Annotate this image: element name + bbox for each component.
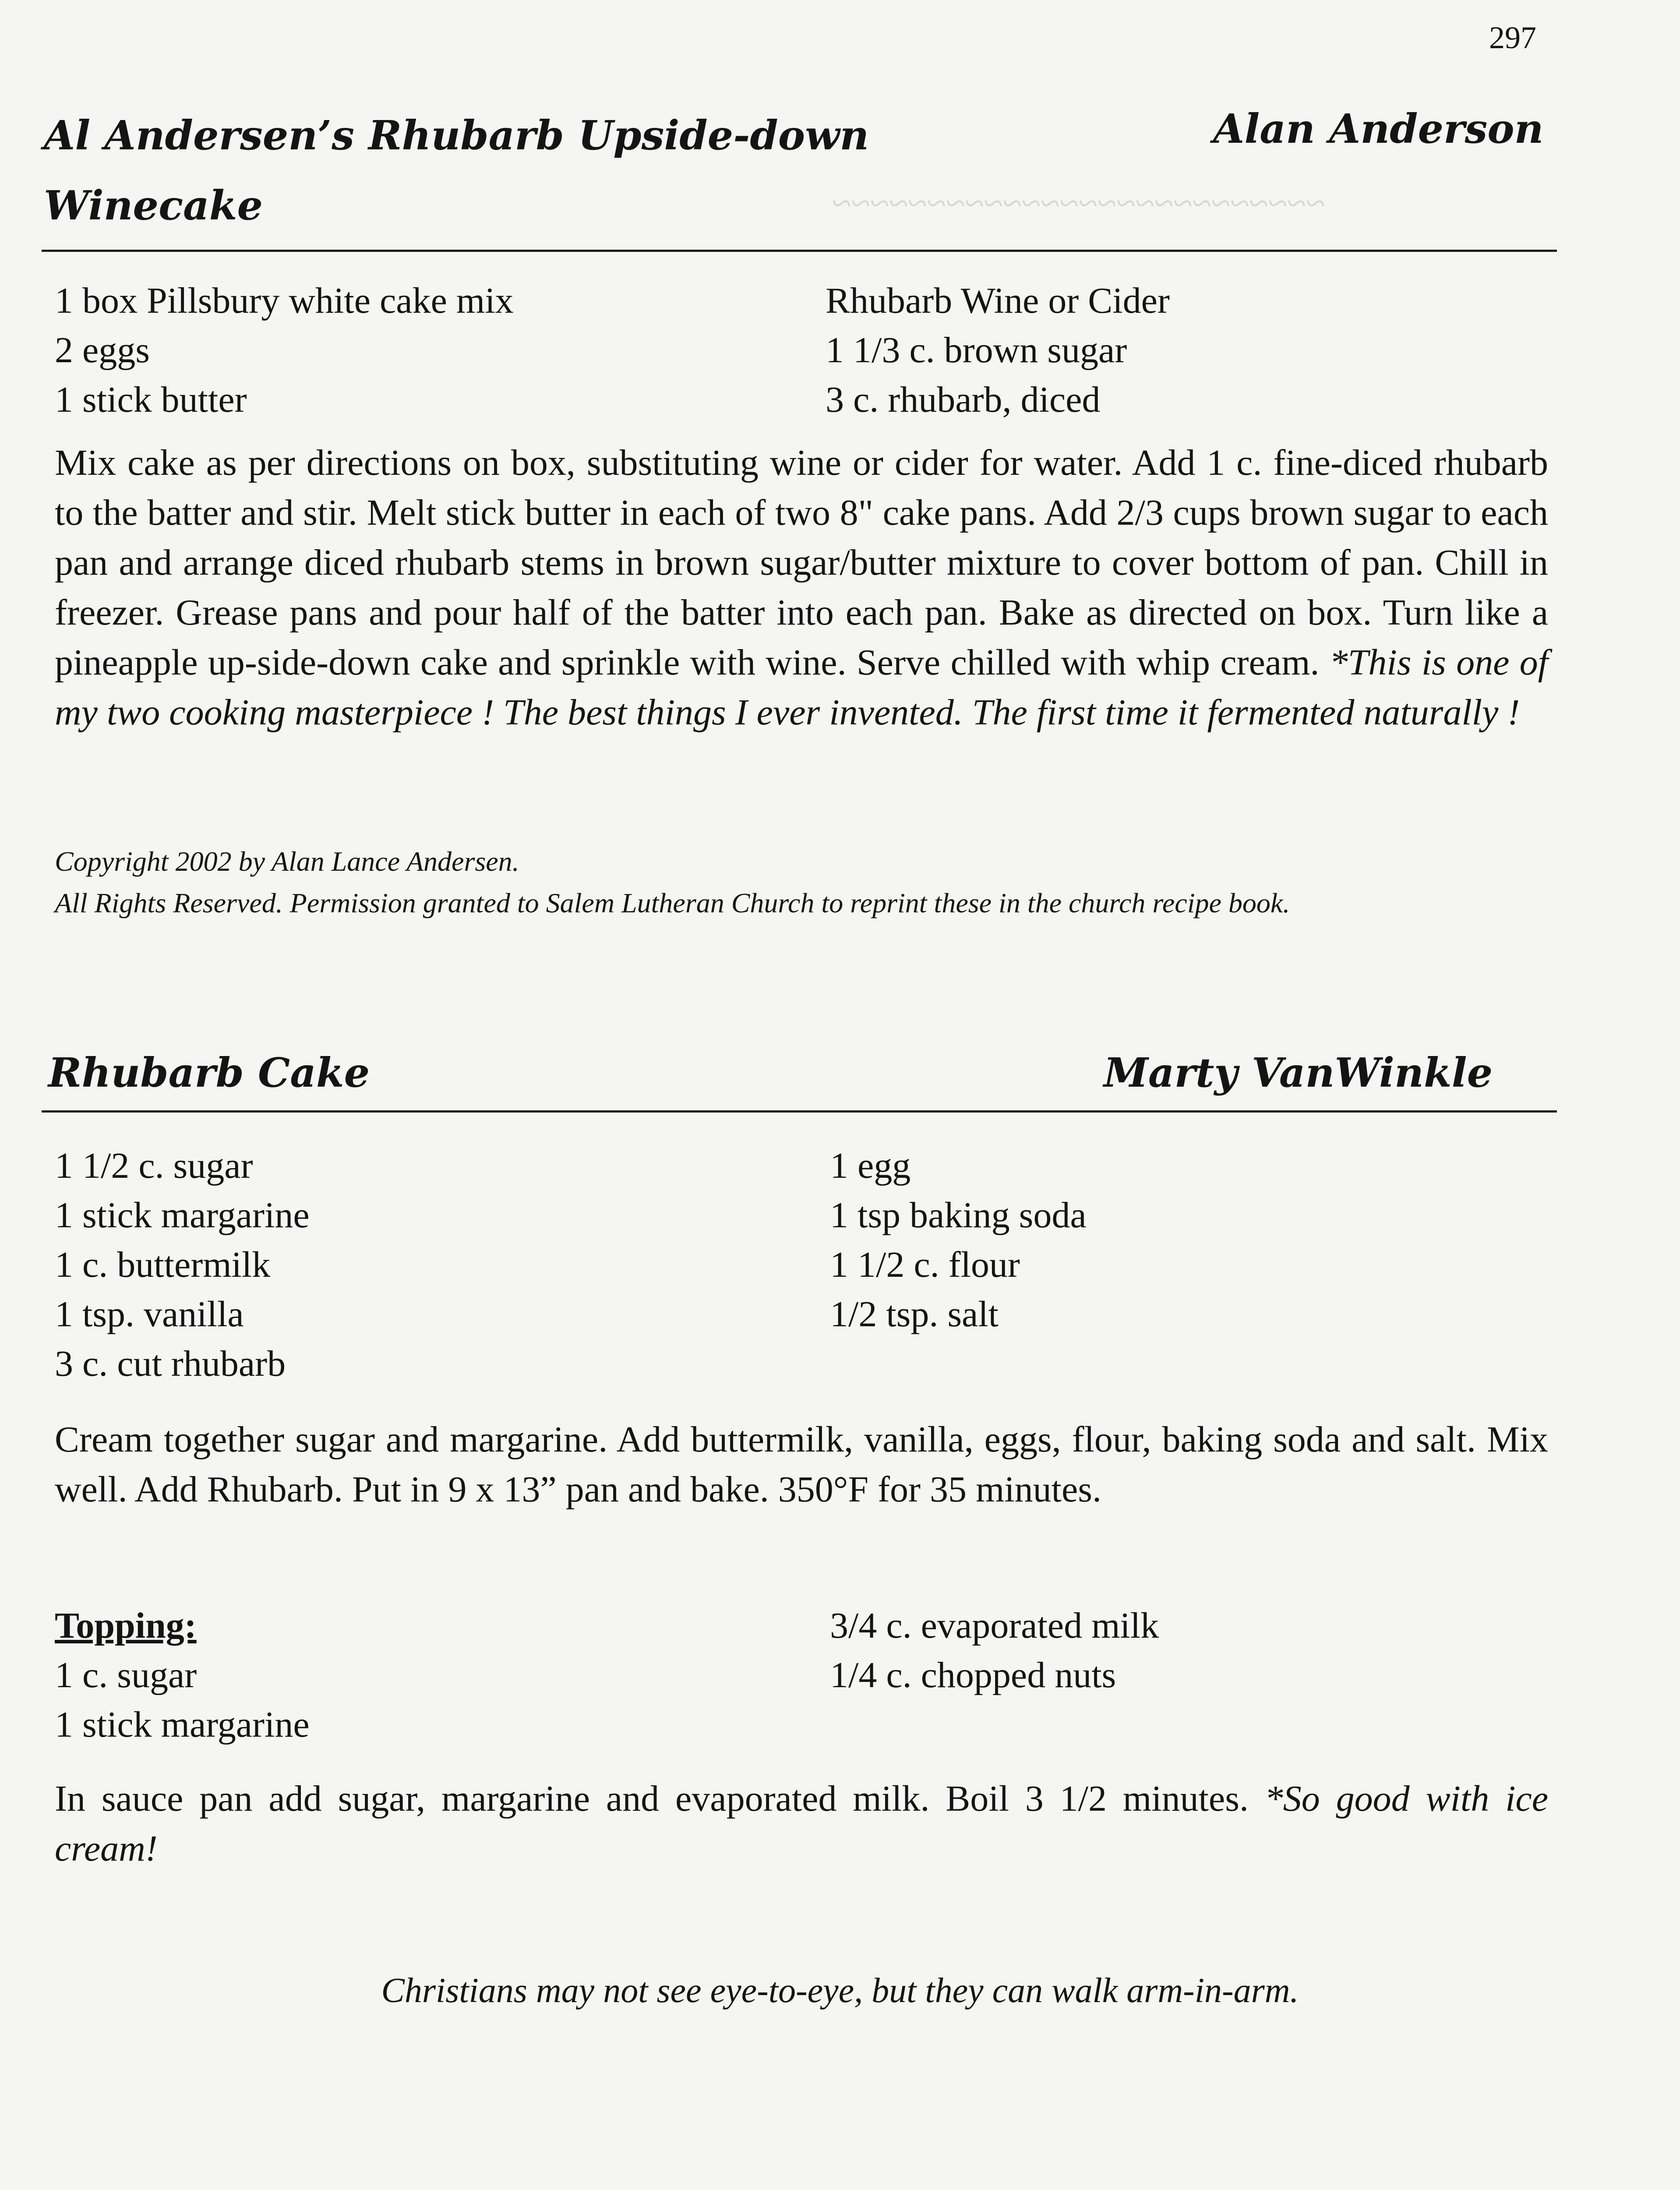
recipe1-ingredients-left xyxy=(55,276,514,424)
ingredient: 1 stick margarine xyxy=(55,1195,310,1236)
recipe2-divider xyxy=(42,1110,1557,1113)
recipe2-topping-directions: In sauce pan add sugar, margarine and evaporated milk. Boil 3 1/2 minutes. xyxy=(55,1778,1249,1819)
ingredient: 1 box Pillsbury white cake mix xyxy=(55,280,514,321)
recipe2-ingredients-right xyxy=(830,1141,1087,1339)
recipe1-divider xyxy=(42,250,1557,252)
ingredient: 1/4 c. chopped nuts xyxy=(830,1655,1116,1695)
ingredient: 1 tsp. vanilla xyxy=(55,1294,244,1335)
recipe2-author: Marty VanWinkle xyxy=(1104,1049,1493,1096)
recipe1-title-line1: Al Andersen’s Rhubarb Upside-down xyxy=(44,112,869,159)
recipe2-directions: Cream together sugar and margarine. Add buttermilk, vanilla, eggs, flour, baking soda and salt. Mix well. Add Rhubarb. Put in 9 x 13” pan and bake. 350°F for 35 minutes. xyxy=(55,1419,1548,1510)
ingredient: 1 c. sugar xyxy=(55,1655,197,1695)
ingredient: 1 1/2 c. sugar xyxy=(55,1145,253,1186)
recipe2-ingredients-left xyxy=(55,1141,310,1388)
recipe2-topping-left xyxy=(55,1601,310,1749)
recipe1-ingredients-right xyxy=(826,276,1170,424)
recipe2-topping-directions-block xyxy=(55,1774,1548,1874)
ingredient: 1 stick butter xyxy=(55,379,247,420)
ingredient: 3/4 c. evaporated milk xyxy=(830,1605,1159,1646)
ingredient: 1/2 tsp. salt xyxy=(830,1294,999,1335)
ingredient: 1 1/2 c. flour xyxy=(830,1244,1020,1285)
recipe2-title: Rhubarb Cake xyxy=(48,1049,370,1096)
recipe1-directions: Mix cake as per directions on box, substituting wine or cider for water. Add 1 c. fine-diced rhubarb to the batter and stir. Melt stick butter in each of two 8" cake pans. Add 2/3 cups brown sugar to each pan and arrange diced rhubarb stems in brown sugar/butter mixture to cover bottom of pan. Chill in freezer. Grease pans and pour half of the batter into each pan. Bake as directed on box. Turn like a pineapple up-side-down cake and sprinkle with wine. Serve chilled with whip cream. xyxy=(55,442,1548,683)
ingredient: Rhubarb Wine or Cider xyxy=(826,280,1170,321)
recipe2-topping-note: *So good with ice cream! xyxy=(55,1778,1548,1869)
ingredient: 1 c. buttermilk xyxy=(55,1244,271,1285)
ingredient: 1 stick margarine xyxy=(55,1704,310,1745)
recipe1-copyright: Copyright 2002 by Alan Lance Andersen. xyxy=(55,846,519,877)
recipe1-directions-block xyxy=(55,438,1548,738)
bleed-through-texture: ~~~~~~~~~~~~~~~~~~~~~~~~~~ xyxy=(832,184,1325,223)
recipe1-author: Alan Anderson xyxy=(1213,105,1544,152)
recipe1-title-line2: Winecake xyxy=(44,182,263,229)
recipe1-rights: All Rights Reserved. Permission granted to Salem Lutheran Church to reprint these in the church recipe book. xyxy=(55,887,1290,918)
ingredient: 2 eggs xyxy=(55,330,150,371)
topping-label: Topping: xyxy=(55,1605,197,1646)
ingredient: 1 egg xyxy=(830,1145,911,1186)
footer-quote: Christians may not see eye-to-eye, but they can walk arm-in-arm. xyxy=(381,1971,1299,2010)
ingredient: 1 1/3 c. brown sugar xyxy=(826,330,1127,371)
recipe1-note: *This is one of my two cooking masterpiece ! The best things I ever invented. The first time it fermented naturally ! xyxy=(55,642,1548,733)
page-number: 297 xyxy=(1489,20,1536,55)
ingredient: 1 tsp baking soda xyxy=(830,1195,1087,1236)
recipe2-topping-right xyxy=(830,1601,1159,1700)
ingredient: 3 c. rhubarb, diced xyxy=(826,379,1101,420)
ingredient: 3 c. cut rhubarb xyxy=(55,1343,286,1384)
